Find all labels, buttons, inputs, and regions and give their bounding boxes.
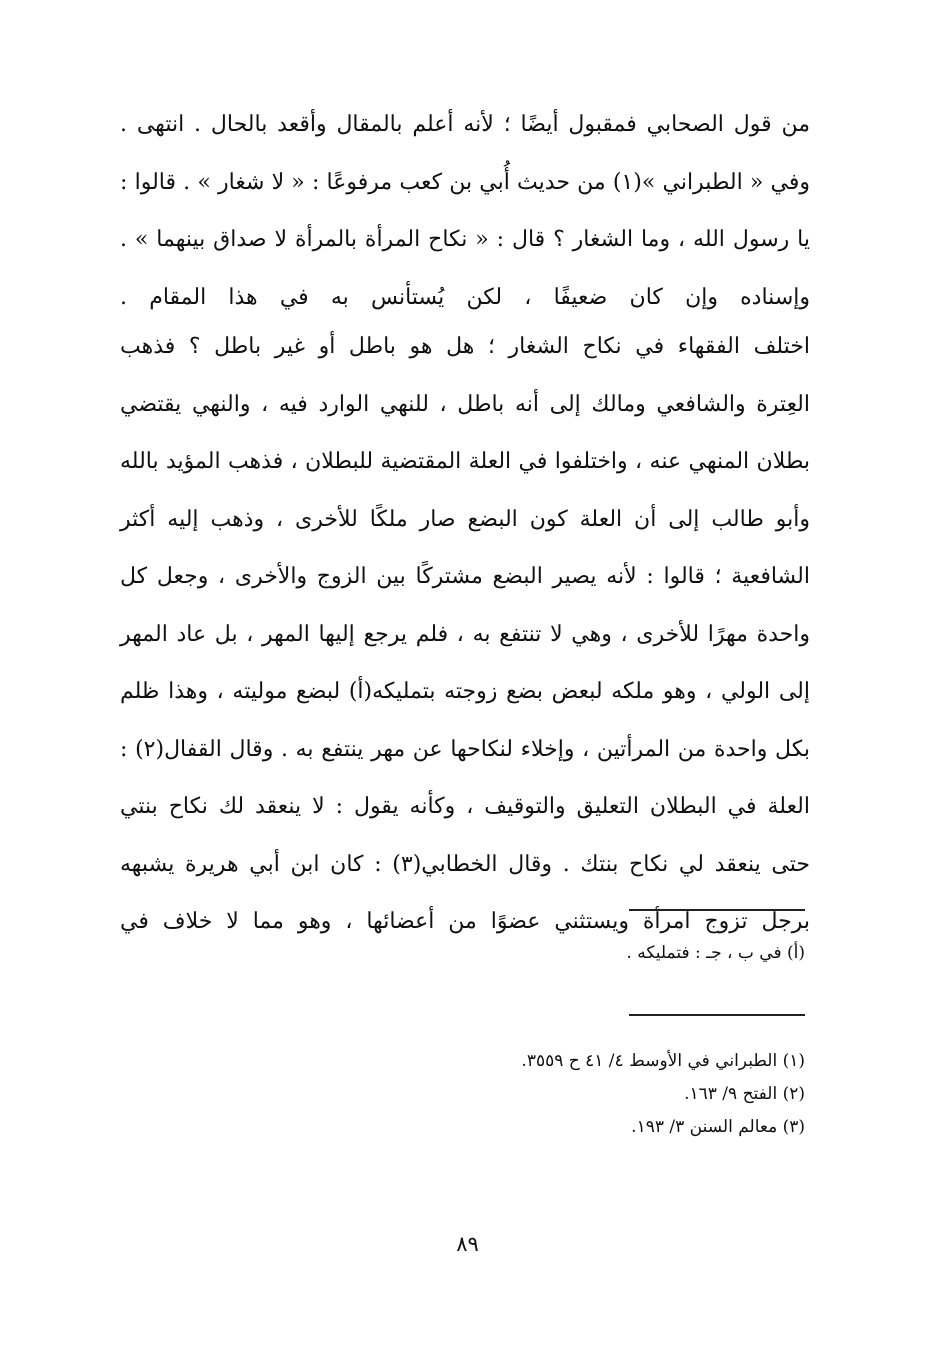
text-line: الشافعية ؛ قالوا : لأنه يصير البضع مشتركًا بين الزوج والأخرى ، وجعل كل — [120, 564, 810, 589]
text-line: العِترة والشافعي ومالك إلى أنه باطل ، للنهي الوارد فيه ، والنهي يقتضي — [120, 391, 810, 417]
text-line: وأبو طالب إلى أن العلة كون البضع صار ملكًا للأخرى ، وذهب إليه أكثر — [120, 506, 810, 532]
page-number: ٨٩ — [456, 1232, 479, 1256]
intro-text — [120, 96, 810, 326]
footnote-separator — [629, 909, 805, 911]
text-line: واحدة مهرًا للأخرى ، وهي لا تنتفع به ، فلم يرجع إليها المهر ، بل عاد المهر — [120, 621, 810, 647]
text-line: وفي « الطبراني »(١) من حديث أُبي بن كعب مرفوعًا : « لا شغار » . قالوا : — [120, 169, 811, 195]
text-line: يا رسول الله ، وما الشغار ؟ قال : « نكاح المرأة بالمرأة لا صداق بينهما » . — [120, 227, 810, 252]
footnote: (٢) الفتح ٩/ ١٦٣. — [684, 1084, 805, 1104]
text-line: بكل واحدة من المرأتين ، وإخلاء لنكاحها عن مهر ينتفع به . وقال القفال(٢) : — [120, 736, 810, 762]
text-line: بطلان المنهي عنه ، واختلفوا في العلة المقتضية للبطلان ، فذهب المؤيد بالله — [120, 449, 810, 474]
variant-note: (أ) في ب ، جـ : فتمليكه . — [626, 943, 805, 963]
text-line: من قول الصحابي فمقبول أيضًا ؛ لأنه أعلم بالمقال وأقعد بالحال . انتهى . — [120, 112, 810, 137]
text-line: حتى ينعقد لي نكاح بنتك . وقال الخطابي(٣) : كان ابن أبي هريرة يشبهه — [120, 851, 810, 877]
main-paragraph — [120, 318, 810, 951]
footnotes — [521, 1045, 805, 1144]
text-line: برجل تزوج امرأة ويستثني عضوًا من أعضائها ، وهو مما لا خلاف في — [120, 909, 810, 934]
footnote: (١) الطبراني في الأوسط ٤/ ٤١ ح ٣٥٥٩. — [521, 1051, 805, 1071]
text-line: العلة في البطلان التعليق والتوقيف ، وكأنه يقول : لا ينعقد لك نكاح بنتي — [120, 794, 810, 819]
footnote: (٣) معالم السنن ٣/ ١٩٣. — [631, 1117, 805, 1137]
text-line: اختلف الفقهاء في نكاح الشغار ؛ هل هو باطل أو غير باطل ؟ فذهب — [120, 334, 810, 359]
text-line: وإسناده وإن كان ضعيفًا ، لكن يُستأنس به في هذا المقام . — [120, 284, 810, 310]
text-line: إلى الولي ، وهو ملكه لبعض بضع زوجته بتمليكه(أ) لبضع موليته ، وهذا ظلم — [120, 679, 810, 704]
footnote-separator — [629, 1014, 805, 1016]
